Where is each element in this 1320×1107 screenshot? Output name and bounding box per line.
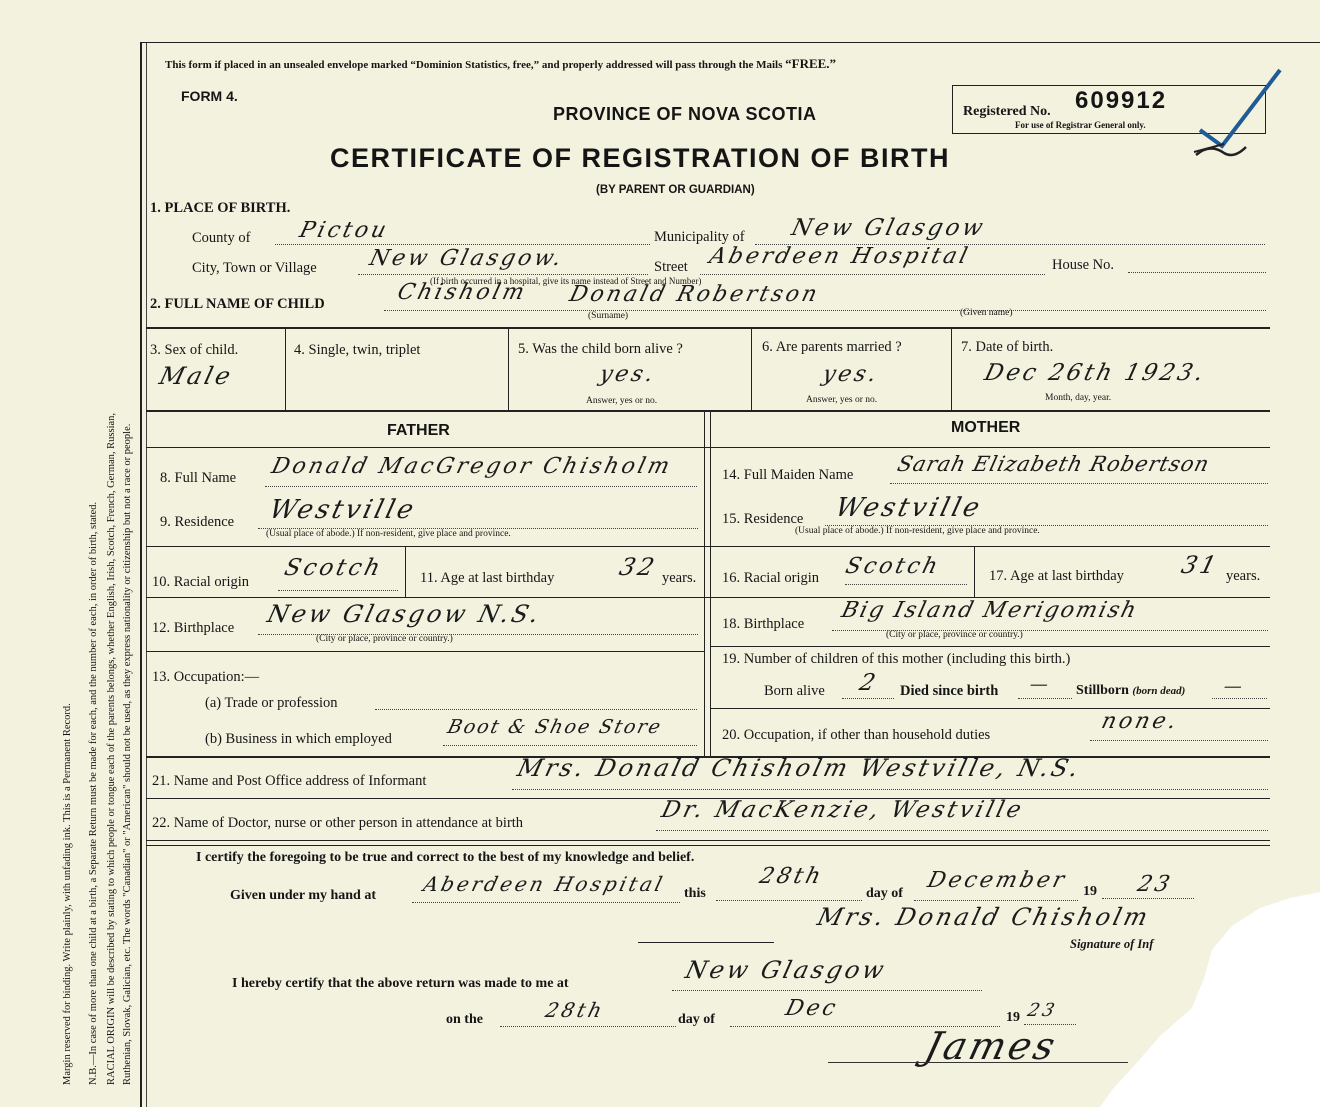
informant-line: [512, 789, 1268, 790]
margin-binding-note: Margin reserved for binding. Write plainly, with unfading ink. This is a Permanent Record.: [62, 703, 73, 1085]
given-month-line: [914, 900, 1078, 901]
mother-racial-line: [845, 584, 967, 585]
stillborn-value: —: [1221, 676, 1248, 697]
born-alive-label: 5. Was the child born alive ?: [518, 341, 683, 357]
pen-check-mark: [1160, 60, 1290, 170]
county-line: [275, 244, 650, 245]
father-birthplace-caption: (City or place, province or country.): [316, 634, 453, 644]
registrar-signature-rule: [828, 1062, 1128, 1063]
place-of-birth-label: 1. PLACE OF BIRTH.: [150, 200, 291, 216]
father-trade-line: [375, 709, 697, 710]
dob-label: 7. Date of birth.: [961, 339, 1054, 355]
city-value: New Glasgow.: [366, 246, 567, 271]
registrar-year-value: 23: [1025, 1000, 1060, 1021]
row3-sep-4: [951, 328, 952, 410]
torn-corner: [1100, 880, 1320, 1107]
mother-age-years: years.: [1226, 568, 1261, 584]
divider-birthplace-mother: [710, 646, 1270, 647]
city-label: City, Town or Village: [192, 260, 317, 276]
given-month-value: December: [924, 868, 1070, 893]
divider-children: [710, 708, 1270, 709]
house-number-line: [1128, 272, 1266, 273]
mother-age-label: 17. Age at last birthday: [989, 568, 1124, 584]
page-subtitle: (BY PARENT OR GUARDIAN): [596, 184, 755, 196]
child-given-name: Donald Robertson: [566, 282, 823, 307]
divider-doctor-b: [146, 845, 1270, 846]
mother-heading: MOTHER: [951, 419, 1021, 436]
on-the-label: on the: [446, 1012, 483, 1027]
father-racial-label: 10. Racial origin: [152, 574, 250, 590]
father-age-label: 11. Age at last birthday: [420, 570, 555, 586]
father-birthplace-value: New Glasgow N.S.: [264, 600, 545, 628]
given-under-label: Given under my hand at: [230, 888, 376, 903]
municipality-label: Municipality of: [654, 229, 745, 245]
registrar-year-prefix: 19: [1006, 1010, 1020, 1025]
street-label: Street: [654, 259, 688, 275]
certification-statement: I certify the foregoing to be true and correct to the best of my knowledge and belief.: [196, 850, 695, 865]
registrar-statement: I hereby certify that the above return was made to me at: [232, 976, 569, 991]
mother-racial-label: 16. Racial origin: [722, 570, 820, 586]
registrar-month-value: Dec: [782, 996, 842, 1021]
parents-sep-a: [704, 411, 705, 756]
mother-birthplace-label: 18. Birthplace: [722, 616, 805, 632]
given-day-of-label: day of: [866, 886, 903, 901]
stillborn-label: [1076, 683, 1185, 699]
registrar-day-value: 28th: [543, 998, 608, 1022]
given-year-value: 23: [1134, 872, 1176, 897]
mother-birthplace-value: Big Island Merigomish: [838, 598, 1141, 623]
father-trade-label: (a) Trade or profession: [205, 695, 338, 711]
father-name-label: 8. Full Name: [160, 470, 237, 486]
divider-top: [146, 327, 1270, 329]
row3-sep-1: [285, 328, 286, 410]
children-count-label: 19. Number of children of this mother (including this birth.): [722, 651, 1071, 667]
mother-abode-caption: (Usual place of abode.) If non-resident, give place and province.: [795, 526, 1040, 536]
doctor-label: 22. Name of Doctor, nurse or other person in attendance at birth: [152, 815, 524, 831]
province-heading: PROVINCE OF NOVA SCOTIA: [553, 104, 817, 124]
given-this-label: this: [684, 886, 706, 901]
father-racial-line: [278, 590, 398, 591]
parents-sep-b: [710, 411, 711, 756]
mother-occupation-line: [1090, 740, 1268, 741]
left-border: [140, 42, 142, 1107]
father-residence-value: Westville: [266, 495, 420, 525]
row3-sep-3: [751, 328, 752, 410]
mother-residence-value: Westville: [832, 493, 986, 523]
registered-number: 609912: [1075, 87, 1168, 114]
mother-age-sep: [974, 547, 975, 597]
left-border-inner: [146, 42, 147, 1107]
given-day-line: [716, 900, 862, 901]
dob-value: Dec 26th 1923.: [981, 360, 1209, 386]
postal-note: [165, 56, 836, 72]
mother-occupation-label: 20. Occupation, if other than household duties: [722, 727, 991, 743]
father-age-sep: [405, 547, 406, 597]
mother-birthplace-caption: (City or place, province or country.): [886, 630, 1023, 640]
margin-racial-note-2: Ruthenian, Slovak, Galician, etc. The words "Canadian" or "American" should not be used, as they express nationality or citizenship but not a race or people.: [122, 423, 133, 1085]
mother-residence-label: 15. Residence: [722, 511, 804, 527]
sex-label: 3. Sex of child.: [150, 342, 239, 358]
father-heading: FATHER: [387, 422, 450, 439]
divider-residence: [146, 546, 1270, 547]
top-border: [140, 42, 1320, 43]
doctor-line: [656, 830, 1268, 831]
house-number-label: House No.: [1052, 257, 1115, 273]
stillborn-text: Stillborn: [1076, 683, 1129, 698]
born-alive-value: yes.: [596, 362, 659, 387]
died-since-birth-label: Died since birth: [900, 683, 999, 699]
mother-name-label: 14. Full Maiden Name: [722, 467, 854, 483]
street-line: [700, 274, 1045, 275]
margin-racial-note-1: RACIAL ORIGIN will be described by stating to which people or tongue each of the parents belongs, whether English, Irish, Scotch, French, German, Russian,: [106, 412, 117, 1085]
given-day-value: 28th: [756, 864, 827, 889]
born-alive-count-value: 2: [856, 670, 881, 696]
father-residence-label: 9. Residence: [160, 514, 235, 530]
page-title: CERTIFICATE OF REGISTRATION OF BIRTH: [330, 143, 950, 173]
given-place-line: [412, 902, 680, 903]
born-alive-count-line: [842, 698, 894, 699]
postal-note-text: This form if placed in an unsealed envelope marked “Dominion Statistics, free,” and properly addressed will pass through the Mails: [165, 59, 786, 71]
doctor-value: Dr. MacKenzie, Westville: [658, 797, 1027, 823]
father-abode-caption: (Usual place of abode.) If non-resident, give place and province.: [266, 529, 511, 539]
born-alive-caption: Answer, yes or no.: [586, 396, 658, 406]
form-number: FORM 4.: [181, 88, 238, 104]
multiple-label: 4. Single, twin, triplet: [294, 342, 421, 358]
surname-caption: (Surname): [588, 311, 629, 321]
divider-headings: [146, 447, 1270, 448]
informant-signature-caption: Signature of Inf: [1070, 937, 1154, 951]
child-name-label: 2. FULL NAME OF CHILD: [150, 296, 325, 312]
father-business-value: Boot & Shoe Store: [445, 716, 665, 738]
registered-label: Registered No.: [963, 104, 1051, 119]
given-name-caption: (Given name): [960, 308, 1013, 318]
child-surname: Chisholm: [394, 280, 530, 305]
father-birthplace-label: 12. Birthplace: [152, 620, 235, 636]
died-since-birth-value: —: [1027, 674, 1054, 695]
informant-value: Mrs. Donald Chisholm Westville, N.S.: [514, 754, 1085, 782]
mother-occupation-value: none.: [1098, 709, 1182, 734]
registrar-day-line: [500, 1026, 676, 1027]
stillborn-line: [1212, 698, 1267, 699]
mother-name-value: Sarah Elizabeth Robertson: [895, 452, 1213, 476]
married-caption: Answer, yes or no.: [806, 395, 878, 405]
father-racial-value: Scotch: [281, 555, 386, 581]
given-place-value: Aberdeen Hospital: [421, 872, 668, 896]
married-label: 6. Are parents married ?: [762, 339, 902, 355]
mother-age-value: 31: [1178, 551, 1223, 579]
county-label: County of: [192, 230, 251, 246]
hospital-note: (If birth occurred in a hospital, give its name instead of Street and Number): [430, 276, 702, 286]
father-age-years: years.: [662, 570, 697, 586]
father-occupation-label: 13. Occupation:—: [152, 669, 260, 685]
mother-name-line: [890, 483, 1268, 484]
informant-label: 21. Name and Post Office address of Informant: [152, 773, 427, 789]
mother-racial-value: Scotch: [842, 554, 944, 579]
father-name-value: Donald MacGregor Chisholm: [268, 454, 675, 479]
died-since-birth-line: [1018, 698, 1072, 699]
city-line: [358, 274, 648, 275]
father-business-line: [443, 745, 697, 746]
father-age-value: 32: [616, 553, 661, 581]
stillborn-caption: (born dead): [1132, 685, 1186, 697]
married-value: yes.: [819, 362, 882, 387]
registrar-day-of-label: day of: [678, 1012, 715, 1027]
sex-value: Male: [156, 362, 237, 390]
divider-row3: [146, 410, 1270, 412]
father-name-line: [265, 486, 697, 487]
street-value: Aberdeen Hospital: [706, 244, 973, 269]
postal-note-free: “FREE.”: [785, 56, 837, 71]
margin-nb-note: N.B.—In case of more than one child at a birth, a Separate Return must be made for each, and the number of each, in order of birth, stated.: [88, 501, 99, 1085]
father-business-label: (b) Business in which employed: [205, 731, 392, 747]
divider-doctor-a: [146, 840, 1270, 841]
registrar-note: For use of Registrar General only.: [1015, 120, 1146, 130]
informant-signature-rule: [638, 942, 774, 943]
registrar-signature: James: [920, 1024, 1063, 1068]
municipality-value: New Glasgow: [788, 215, 989, 241]
registrar-place-line: [672, 990, 982, 991]
registrar-place-value: New Glasgow: [682, 956, 890, 984]
dob-caption: Month, day, year.: [1045, 393, 1112, 403]
given-year-prefix: 19: [1083, 884, 1097, 899]
county-value: Pictou: [296, 218, 392, 243]
born-alive-count-label: Born alive: [764, 683, 825, 699]
row3-sep-2: [508, 328, 509, 410]
informant-signature: Mrs. Donald Chisholm: [814, 903, 1154, 931]
divider-birthplace-father: [146, 651, 704, 652]
child-name-line: [384, 310, 1266, 311]
